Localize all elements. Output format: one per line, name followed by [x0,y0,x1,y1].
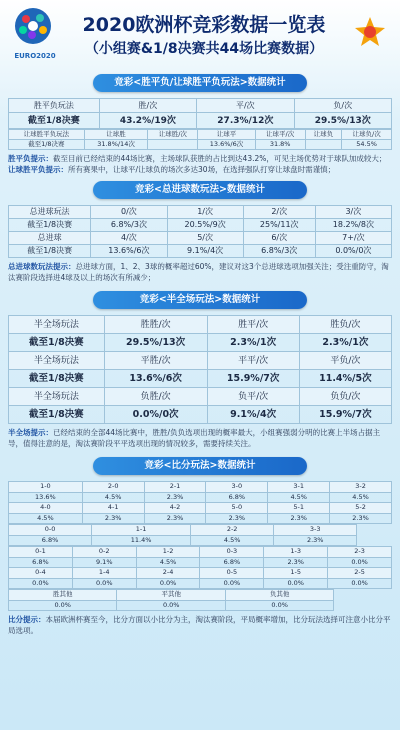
table-cell: 平胜/次 [104,352,207,370]
table-cell [357,525,376,536]
table-cell: 截至1/8决赛 [9,406,105,424]
score-table-draw [8,524,392,546]
table-cell: 6.8% [200,557,264,568]
table-cell: 4.5% [9,513,83,524]
table-cell: 1-0 [9,482,83,493]
table-row [9,130,392,140]
table-cell: 胜/次 [99,99,196,113]
table-cell: 让球负 [305,130,342,140]
table-cell: 负其他 [225,590,333,601]
note-win-draw-loss [8,154,392,175]
table-cell: 5-0 [206,503,268,514]
table-cell: 29.5%/13次 [294,113,391,129]
table-cell: 2-0 [82,482,144,493]
table-cell: 0.0% [9,578,73,589]
table-row [9,482,392,493]
table-cell: 4-1 [82,503,144,514]
table-cell: 3-0 [206,482,268,493]
table-cell: 半全场玩法 [9,316,105,334]
table-cell: 3-2 [330,482,392,493]
table-row [9,557,392,568]
table-cell: 4-0 [9,503,83,514]
score-table-away-win [8,546,392,589]
table-cell: 1-4 [72,568,136,579]
note-label: 比分提示： [8,615,46,624]
table-cell: 5-1 [268,503,330,514]
table-cell: 0-2 [72,547,136,558]
table-row [9,232,392,245]
table-row [9,219,392,232]
table-cell: 2.3% [144,513,206,524]
table-cell: 25%/11次 [243,219,315,232]
table-cell [376,525,391,536]
table-cell: 1/次 [167,206,243,219]
note-text: 已经结束的全部44场比赛中，胜胜/负负选项出现的概率最大，小组赛强弱分明的比赛上半场占据主导，值得注意的是，淘汰赛阶段平平选项出现的情况较多，需要持续关注。 [8,428,381,448]
table-row [9,513,392,524]
table-cell: 让球胜平负玩法 [9,130,85,140]
table-cell: 2.3% [330,513,392,524]
table-cell: 负平/次 [207,388,299,406]
table-cell [356,600,374,611]
table-cell [334,600,356,611]
table-cell: 胜负/次 [299,316,391,334]
table-row [9,370,392,388]
table-cell: 15.9%/7次 [207,370,299,388]
table-row [9,547,392,558]
table-cell: 平负/次 [299,352,391,370]
table-cell [376,535,391,546]
table-cell: 胜其他 [9,590,117,601]
page-subtitle: （小组赛&1/8决赛共44场比赛数据） [84,41,324,57]
table-row [9,600,392,611]
table-cell: 29.5%/13次 [104,334,207,352]
table-cell: 15.9%/7次 [299,406,391,424]
table-cell: 2.3% [144,492,206,503]
table-cell: 0.0%/0次 [315,245,391,258]
table-cell: 负胜/次 [104,388,207,406]
table-cell: 负/次 [294,99,391,113]
note-text: 所有赛果中，让球平/让球负的场次多达30场，在选择强队打穿让球盘时需谨慎； [68,164,336,174]
table-cell: 平/次 [197,99,294,113]
table-cell: 6.8%/3次 [243,245,315,258]
table-cell: 6.8%/3次 [91,219,167,232]
table-cell: 2.3% [82,513,144,524]
table-cell: 31.8% [255,140,305,150]
note-label: 总进球数玩法提示： [8,262,76,271]
section-title-total-goals: 竞彩<总进球数玩法>数据统计 [93,181,307,199]
table-cell: 7+/次 [315,232,391,245]
table-cell: 总进球玩法 [9,206,91,219]
table-cell: 2.3%/1次 [299,334,391,352]
table-cell: 2-4 [136,568,200,579]
table-row [9,140,392,150]
table-cell: 2-2 [191,525,274,536]
section-title-score: 竞彩<比分玩法>数据统计 [93,457,307,475]
table-cell: 2.3% [264,557,328,568]
table-cell: 18.2%/8次 [315,219,391,232]
table-cell: 0.0% [9,600,117,611]
table-cell: 让球负/次 [342,130,392,140]
euro-logo-text: EURO2020 [14,52,56,60]
table-cell: 4.5% [268,492,330,503]
table-cell: 截至1/8决赛 [9,113,100,129]
note-text: 总进球方面，1、2、3球的概率超过60%，建议对这3个总进球选项加强关注；受注重防守，淘汰赛阶段选择进4球及以上的场次有所减少； [8,262,389,282]
table-cell: 半全场玩法 [9,352,105,370]
table-cell: 1-5 [264,568,328,579]
table-row [9,352,392,370]
table-cell: 4.5% [82,492,144,503]
table-cell: 胜平负玩法 [9,99,100,113]
table-cell: 27.3%/12次 [197,113,294,129]
note-total-goals [8,262,392,283]
win-draw-loss-table [8,98,392,129]
table-cell: 让球平/次 [255,130,305,140]
table-row [9,525,392,536]
section-title-half-full: 竞彩<半全场玩法>数据统计 [93,291,307,309]
note-label: 胜平负提示： [8,154,53,163]
table-cell: 0.0% [117,600,225,611]
table-cell: 3/次 [315,206,391,219]
table-cell: 截至1/8决赛 [9,140,85,150]
table-cell: 0-1 [9,547,73,558]
table-cell: 4.5% [136,557,200,568]
table-row [9,113,392,129]
euro-logo [12,6,58,64]
table-cell: 总进球 [9,232,91,245]
table-cell: 0.0% [200,578,264,589]
table-row [9,99,392,113]
table-cell: 2.3%/1次 [207,334,299,352]
table-cell: 2.3% [206,513,268,524]
table-cell: 20.5%/9次 [167,219,243,232]
table-cell: 5/次 [167,232,243,245]
table-cell: 负负/次 [299,388,391,406]
table-cell: 胜平/次 [207,316,299,334]
table-cell: 0.0% [328,578,392,589]
table-cell: 0.0% [72,578,136,589]
note-half-full [8,428,392,449]
table-cell: 0.0% [328,557,392,568]
note-label: 半全场提示： [8,428,53,437]
page-title: 2020欧洲杯竞彩数据一览表 [82,14,326,36]
table-cell: 6.8% [9,557,73,568]
table-cell: 11.4% [92,535,191,546]
table-row [9,568,392,579]
table-cell: 让球平 [198,130,256,140]
table-cell: 让球胜 [84,130,148,140]
table-cell: 13.6%/6次 [198,140,256,150]
table-cell: 5-2 [330,503,392,514]
table-cell: 3-3 [274,525,357,536]
table-cell [374,590,392,601]
table-cell: 平其他 [117,590,225,601]
note-label: 让球胜平负提示： [8,164,68,174]
table-cell: 9.1% [72,557,136,568]
table-cell [357,535,376,546]
table-row [9,578,392,589]
table-cell: 0-4 [9,568,73,579]
table-cell: 13.6%/6次 [91,245,167,258]
table-cell: 0-0 [9,525,92,536]
table-row [9,316,392,334]
note-text: 截至目前已经结束的44场比赛，主场球队获胜的占比到达43.2%，可见主场优势对于球队加成较大； [53,154,387,163]
table-cell: 0.0% [136,578,200,589]
table-cell: 13.6% [9,492,83,503]
table-cell: 31.8%/14次 [84,140,148,150]
table-cell: 54.5% [342,140,392,150]
table-cell: 半全场玩法 [9,388,105,406]
table-cell [356,590,374,601]
table-row [9,590,392,601]
table-cell: 4-2 [144,503,206,514]
lottery-badge-icon [354,16,386,48]
table-row [9,388,392,406]
table-cell: 1-3 [264,547,328,558]
page-header [0,0,400,70]
score-table-home-win [8,481,392,524]
table-cell: 2-1 [144,482,206,493]
table-cell: 6.8% [9,535,92,546]
table-cell: 43.2%/19次 [99,113,196,129]
half-full-table [8,315,392,424]
table-row [9,503,392,514]
euro-trophy-icon [12,6,54,46]
table-cell [374,600,392,611]
table-cell: 0.0%/0次 [104,406,207,424]
table-row [9,334,392,352]
table-cell: 6/次 [243,232,315,245]
table-cell: 1-2 [136,547,200,558]
table-cell: 截至1/8决赛 [9,334,105,352]
table-cell: 2/次 [243,206,315,219]
table-cell: 截至1/8决赛 [9,219,91,232]
score-table-other [8,589,392,611]
table-row [9,492,392,503]
table-cell: 13.6%/6次 [104,370,207,388]
table-cell: 3-1 [268,482,330,493]
table-row [9,535,392,546]
table-cell: 2.3% [274,535,357,546]
table-cell: 让球胜/次 [148,130,198,140]
table-cell: 截至1/8决赛 [9,370,105,388]
table-cell: 平平/次 [207,352,299,370]
note-score [8,615,392,636]
table-cell [334,590,356,601]
table-cell: 11.4%/5次 [299,370,391,388]
table-cell: 0/次 [91,206,167,219]
handicap-table [8,129,392,150]
table-cell: 4.5% [330,492,392,503]
table-cell: 0-5 [200,568,264,579]
table-cell: 0-3 [200,547,264,558]
total-goals-table [8,205,392,258]
table-cell: 胜胜/次 [104,316,207,334]
table-cell: 4.5% [191,535,274,546]
table-cell: 0.0% [225,600,333,611]
table-cell: 6.8% [206,492,268,503]
table-cell: 2-3 [328,547,392,558]
table-row [9,406,392,424]
table-cell: 9.1%/4次 [167,245,243,258]
table-cell: 9.1%/4次 [207,406,299,424]
table-row [9,245,392,258]
table-cell: 0.0% [264,578,328,589]
table-cell: 1-1 [92,525,191,536]
note-text: 本届欧洲杯赛至今，比分方面以小比分为主，淘汰赛阶段，平局概率增加，比分玩法选择可注意小比分平局选项。 [8,615,391,635]
table-cell [148,140,198,150]
table-cell [305,140,342,150]
table-cell: 4/次 [91,232,167,245]
table-cell: 截至1/8决赛 [9,245,91,258]
table-cell: 2-5 [328,568,392,579]
table-cell: 2.3% [268,513,330,524]
section-title-win-draw-loss: 竞彩<胜平负/让球胜平负玩法>数据统计 [93,74,307,92]
table-row [9,206,392,219]
